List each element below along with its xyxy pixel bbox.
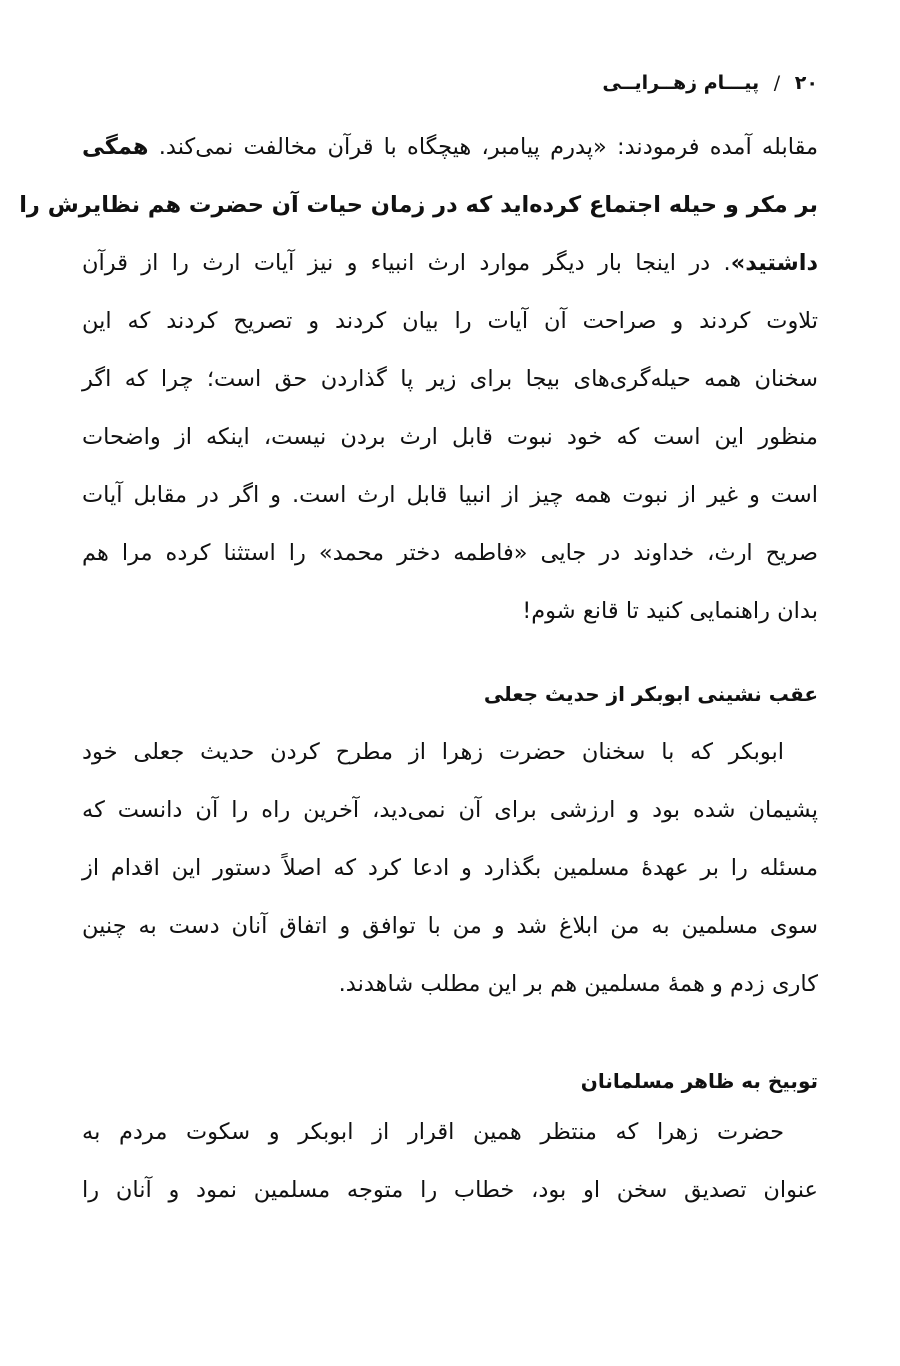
book-page: [19, 0, 818, 1366]
text-line: بدان راهنمایی کنید تا قانع شوم!: [522, 598, 818, 624]
text-line: سخنان همه حیله‌گری‌های بیجا برای زیر پا گذاردن حق است؛ چرا که اگر: [82, 366, 818, 392]
text-line: منظور این است که خود نبوت قابل ارث بردن نیست، اینکه از واضحات: [82, 424, 818, 450]
text-line: حضرت زهرا که منتظر همین اقرار از ابوبکر و سکوت مردم به: [82, 1119, 784, 1145]
text-line: بر مکر و حیله اجتماع کرده‌اید که در زمان حیات آن حضرت هم نظایرش را: [19, 192, 818, 218]
text-line: پشیمان شده بود و ارزشی برای آن نمی‌دید، آخرین راه را آن دانست که: [82, 797, 818, 823]
text-line: کاری زدم و همهٔ مسلمین هم بر این مطلب شاهدند.: [338, 971, 818, 997]
text-line: عنوان تصدیق سخن او بود، خطاب را متوجه مسلمین نمود و آنان را: [82, 1177, 818, 1203]
section-heading: توبیخ به ظاهر مسلمانان: [580, 1069, 818, 1093]
page-number: ۲۰: [794, 72, 818, 94]
text-line: است و غیر از نبوت همه چیز از انبیا قابل ارث است. و اگر در مقابل آیات: [82, 482, 818, 508]
text-line: سوی مسلمین به من ابلاغ شد و من با توافق و اتفاق آنان دست به چنین: [82, 913, 818, 939]
book-title: پیـــام زهــرایــی: [602, 72, 760, 94]
header-separator: /: [773, 72, 781, 94]
text-line: داشتید». در اینجا بار دیگر موارد ارث انبیاء و نیز آیات ارث را از قرآن: [82, 250, 818, 276]
text-line: صریح ارث، خداوند در جایی «فاطمه دختر محمد» را استثنا کرده مرا هم: [82, 540, 818, 566]
text-line: ابوبکر که با سخنان حضرت زهرا از مطرح کردن حدیث جعلی خود: [82, 739, 784, 765]
text-line: مسئله را بر عهدهٔ مسلمین بگذارد و ادعا کرد که اصلاً دستور این اقدام از: [82, 855, 818, 881]
running-header: [602, 72, 818, 94]
section-heading: عقب نشینی ابوبکر از حدیث جعلی: [483, 682, 818, 706]
text-line: تلاوت کردند و صراحت آن آیات را بیان کردند و تصریح کردند که این: [82, 308, 818, 334]
text-line: مقابله آمده فرمودند: «پدرم پیامبر، هیچگاه با قرآن مخالفت نمی‌کند. همگی: [82, 134, 818, 160]
